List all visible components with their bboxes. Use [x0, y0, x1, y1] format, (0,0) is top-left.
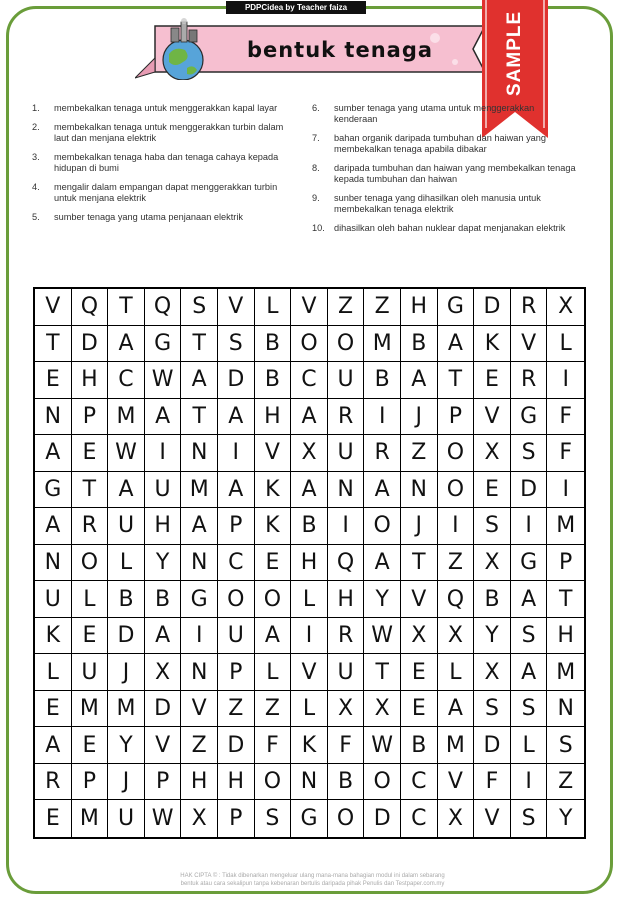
word-search-grid — [33, 287, 586, 839]
grid-cell[interactable]: I — [511, 764, 548, 801]
grid-cell[interactable]: U — [328, 362, 365, 399]
credit-label: PDPCidea by Teacher faiza — [226, 1, 366, 14]
grid-cell[interactable]: I — [145, 435, 182, 472]
grid-cell[interactable]: S — [255, 800, 292, 837]
grid-cell[interactable]: E — [255, 545, 292, 582]
grid-cell[interactable]: K — [255, 472, 292, 509]
grid-cell[interactable]: O — [364, 508, 401, 545]
grid-cell[interactable]: E — [401, 691, 438, 728]
clue-item — [312, 133, 580, 155]
grid-cell[interactable]: H — [328, 581, 365, 618]
clue-number: 6. — [312, 103, 320, 113]
grid-cell[interactable]: O — [328, 326, 365, 363]
grid-cell[interactable]: M — [181, 472, 218, 509]
grid-cell[interactable]: G — [438, 289, 475, 326]
grid-cell[interactable]: A — [255, 618, 292, 655]
clue-number: 5. — [32, 212, 40, 222]
grid-cell[interactable]: X — [401, 618, 438, 655]
grid-cell[interactable]: A — [145, 618, 182, 655]
grid-cell[interactable]: D — [218, 362, 255, 399]
grid-cell[interactable]: A — [364, 472, 401, 509]
grid-cell[interactable]: D — [72, 326, 109, 363]
clue-column-left — [32, 103, 300, 231]
grid-cell[interactable]: D — [474, 289, 511, 326]
grid-cell[interactable]: R — [72, 508, 109, 545]
grid-cell[interactable]: E — [474, 472, 511, 509]
grid-cell[interactable]: L — [547, 326, 584, 363]
grid-cell[interactable]: V — [181, 691, 218, 728]
grid-cell[interactable]: H — [255, 399, 292, 436]
grid-cell[interactable]: N — [181, 435, 218, 472]
clue-number: 9. — [312, 193, 320, 203]
grid-cell[interactable]: O — [438, 435, 475, 472]
grid-cell[interactable]: Z — [401, 435, 438, 472]
grid-cell[interactable]: X — [474, 545, 511, 582]
grid-cell[interactable]: A — [145, 399, 182, 436]
grid-cell[interactable]: V — [474, 399, 511, 436]
grid-cell[interactable]: A — [401, 362, 438, 399]
grid-cell[interactable]: O — [364, 764, 401, 801]
grid-cell[interactable]: C — [108, 362, 145, 399]
clue-item — [32, 122, 300, 144]
grid-cell[interactable]: S — [474, 691, 511, 728]
grid-cell[interactable]: M — [438, 727, 475, 764]
grid-cell[interactable]: D — [474, 727, 511, 764]
grid-cell[interactable]: S — [511, 800, 548, 837]
grid-cell[interactable]: A — [108, 472, 145, 509]
grid-cell[interactable]: F — [328, 727, 365, 764]
grid-cell[interactable]: Z — [218, 691, 255, 728]
grid-cell[interactable]: V — [255, 435, 292, 472]
clue-item — [32, 103, 300, 114]
clue-number: 4. — [32, 182, 40, 192]
grid-cell[interactable]: I — [438, 508, 475, 545]
grid-cell[interactable]: M — [108, 691, 145, 728]
grid-cell[interactable]: O — [255, 581, 292, 618]
grid-cell[interactable]: K — [35, 618, 72, 655]
clue-list — [32, 103, 592, 263]
grid-cell[interactable]: J — [108, 654, 145, 691]
grid-cell[interactable]: X — [438, 800, 475, 837]
grid-cell[interactable]: X — [364, 691, 401, 728]
grid-cell[interactable]: E — [35, 800, 72, 837]
grid-cell[interactable]: W — [108, 435, 145, 472]
grid-cell[interactable]: I — [328, 508, 365, 545]
grid-cell[interactable]: V — [291, 289, 328, 326]
grid-cell[interactable]: J — [401, 508, 438, 545]
grid-cell[interactable]: W — [364, 618, 401, 655]
grid-cell[interactable]: A — [438, 326, 475, 363]
grid-cell[interactable]: V — [291, 654, 328, 691]
grid-cell[interactable]: N — [328, 472, 365, 509]
grid-cell[interactable]: M — [547, 508, 584, 545]
grid-cell[interactable]: Y — [145, 545, 182, 582]
grid-cell[interactable]: H — [181, 764, 218, 801]
grid-cell[interactable]: R — [511, 362, 548, 399]
grid-cell[interactable]: B — [255, 326, 292, 363]
grid-cell[interactable]: N — [401, 472, 438, 509]
grid-cell[interactable]: U — [328, 654, 365, 691]
clue-text: membekalkan tenaga untuk menggerakkan kapal layar — [54, 103, 278, 113]
grid-cell[interactable]: V — [145, 727, 182, 764]
clue-item — [312, 223, 580, 234]
grid-cell[interactable]: R — [364, 435, 401, 472]
grid-cell[interactable]: I — [291, 618, 328, 655]
grid-cell[interactable]: G — [181, 581, 218, 618]
grid-cell[interactable]: H — [401, 289, 438, 326]
clue-number: 8. — [312, 163, 320, 173]
grid-cell[interactable]: B — [401, 326, 438, 363]
grid-cell[interactable]: T — [108, 289, 145, 326]
grid-cell[interactable]: N — [547, 691, 584, 728]
grid-cell[interactable]: X — [547, 289, 584, 326]
grid-cell[interactable]: T — [181, 326, 218, 363]
grid-cell[interactable]: X — [438, 618, 475, 655]
grid-cell[interactable]: I — [181, 618, 218, 655]
grid-cell[interactable]: A — [511, 654, 548, 691]
clue-item — [312, 163, 580, 185]
grid-cell[interactable]: X — [145, 654, 182, 691]
grid-cell[interactable]: I — [547, 362, 584, 399]
grid-cell[interactable]: W — [145, 800, 182, 837]
grid-cell[interactable]: O — [218, 581, 255, 618]
grid-cell[interactable]: Y — [108, 727, 145, 764]
grid-cell[interactable]: J — [401, 399, 438, 436]
clue-number: 7. — [312, 133, 320, 143]
grid-cell[interactable]: S — [547, 727, 584, 764]
grid-cell[interactable]: Q — [72, 289, 109, 326]
grid-cell[interactable]: E — [401, 654, 438, 691]
grid-cell[interactable]: U — [72, 654, 109, 691]
grid-cell[interactable]: A — [35, 435, 72, 472]
clue-text: dihasilkan oleh bahan nuklear dapat menjanakan elektrik — [334, 223, 566, 233]
grid-cell[interactable]: Z — [181, 727, 218, 764]
grid-cell[interactable]: P — [72, 399, 109, 436]
grid-cell[interactable]: P — [145, 764, 182, 801]
grid-cell[interactable]: D — [364, 800, 401, 837]
grid-cell[interactable]: B — [291, 508, 328, 545]
grid-cell[interactable]: L — [35, 654, 72, 691]
grid-cell[interactable]: H — [218, 764, 255, 801]
grid-cell[interactable]: N — [35, 399, 72, 436]
grid-cell[interactable]: Z — [364, 289, 401, 326]
grid-cell[interactable]: S — [474, 508, 511, 545]
grid-cell[interactable]: C — [218, 545, 255, 582]
grid-cell[interactable]: S — [511, 435, 548, 472]
grid-cell[interactable]: U — [145, 472, 182, 509]
grid-cell[interactable]: P — [438, 399, 475, 436]
grid-cell[interactable]: S — [511, 618, 548, 655]
grid-cell[interactable]: H — [547, 618, 584, 655]
grid-cell[interactable]: N — [181, 654, 218, 691]
grid-cell[interactable]: U — [218, 618, 255, 655]
grid-cell[interactable]: J — [108, 764, 145, 801]
clue-text: sumber tenaga yang utama untuk menggerakkan kenderaan — [334, 103, 535, 124]
grid-cell[interactable]: A — [218, 399, 255, 436]
grid-cell[interactable]: Y — [474, 618, 511, 655]
grid-cell[interactable]: V — [511, 326, 548, 363]
grid-cell[interactable]: C — [291, 362, 328, 399]
grid-cell[interactable]: T — [181, 399, 218, 436]
grid-cell[interactable]: B — [255, 362, 292, 399]
grid-cell[interactable]: L — [255, 654, 292, 691]
grid-cell[interactable]: A — [181, 362, 218, 399]
clue-text: sumber tenaga yang utama penjanaan elektrik — [54, 212, 243, 222]
grid-cell[interactable]: K — [291, 727, 328, 764]
grid-cell[interactable]: M — [547, 654, 584, 691]
grid-cell[interactable]: E — [72, 618, 109, 655]
grid-cell[interactable]: B — [474, 581, 511, 618]
grid-cell[interactable]: E — [72, 727, 109, 764]
grid-cell[interactable]: B — [328, 764, 365, 801]
grid-cell[interactable]: T — [438, 362, 475, 399]
grid-cell[interactable]: T — [35, 326, 72, 363]
grid-cell[interactable]: R — [511, 289, 548, 326]
grid-cell[interactable]: T — [364, 654, 401, 691]
grid-cell[interactable]: U — [108, 800, 145, 837]
grid-cell[interactable]: K — [255, 508, 292, 545]
grid-cell[interactable]: M — [72, 691, 109, 728]
grid-cell[interactable]: V — [401, 581, 438, 618]
grid-cell[interactable]: A — [108, 326, 145, 363]
grid-cell[interactable]: E — [35, 691, 72, 728]
page-title: bentuk tenaga — [246, 38, 434, 62]
grid-cell[interactable]: M — [108, 399, 145, 436]
grid-cell[interactable]: D — [145, 691, 182, 728]
grid-cell[interactable]: Q — [328, 545, 365, 582]
grid-cell[interactable]: R — [328, 618, 365, 655]
clue-text: membekalkan tenaga haba dan tenaga cahaya kepada hidupan di bumi — [54, 152, 279, 173]
grid-cell[interactable]: L — [291, 691, 328, 728]
grid-cell[interactable]: P — [218, 800, 255, 837]
clue-number: 2. — [32, 122, 40, 132]
grid-cell[interactable]: E — [72, 435, 109, 472]
copyright-footer — [140, 872, 485, 888]
grid-cell[interactable]: G — [511, 399, 548, 436]
grid-cell[interactable]: I — [511, 508, 548, 545]
grid-cell[interactable]: A — [35, 727, 72, 764]
grid-cell[interactable]: N — [181, 545, 218, 582]
grid-cell[interactable]: F — [547, 399, 584, 436]
grid-cell[interactable]: D — [218, 727, 255, 764]
grid-cell[interactable]: Z — [328, 289, 365, 326]
grid-cell[interactable]: S — [511, 691, 548, 728]
grid-cell[interactable]: N — [291, 764, 328, 801]
grid-cell[interactable]: X — [181, 800, 218, 837]
grid-cell[interactable]: O — [255, 764, 292, 801]
grid-cell[interactable]: C — [401, 764, 438, 801]
clue-text: bahan organik daripada tumbuhan dan haiwan yang membekalkan tenaga apabila dibakar — [334, 133, 546, 154]
grid-cell[interactable]: B — [401, 727, 438, 764]
grid-cell[interactable]: G — [35, 472, 72, 509]
grid-cell[interactable]: A — [438, 691, 475, 728]
grid-cell[interactable]: L — [511, 727, 548, 764]
grid-cell[interactable]: T — [72, 472, 109, 509]
grid-cell[interactable]: O — [72, 545, 109, 582]
grid-cell[interactable]: H — [291, 545, 328, 582]
grid-cell[interactable]: Q — [145, 289, 182, 326]
grid-cell[interactable]: K — [474, 326, 511, 363]
clue-column-right — [312, 103, 580, 242]
grid-cell[interactable]: G — [145, 326, 182, 363]
grid-cell[interactable]: B — [145, 581, 182, 618]
clue-text: daripada tumbuhan dan haiwan yang membekalkan tenaga kepada tumbuhan dan haiwan — [334, 163, 576, 184]
grid-cell[interactable]: A — [181, 508, 218, 545]
clue-text: mengalir dalam empangan dapat menggerakkan turbin untuk menjana elektrik — [54, 182, 278, 203]
grid-cell[interactable]: G — [511, 545, 548, 582]
grid-cell[interactable]: V — [218, 289, 255, 326]
grid-cell[interactable]: I — [364, 399, 401, 436]
grid-cell[interactable]: Y — [558, 806, 573, 832]
grid-cell[interactable]: L — [108, 545, 145, 582]
grid-cell[interactable]: D — [108, 618, 145, 655]
grid-cell[interactable]: Z — [547, 764, 584, 801]
grid-cell[interactable]: Z — [255, 691, 292, 728]
grid-cell[interactable]: B — [108, 581, 145, 618]
clue-item — [32, 182, 300, 204]
grid-cell[interactable]: F — [255, 727, 292, 764]
grid-cell[interactable]: O — [328, 800, 365, 837]
grid-cell[interactable]: P — [72, 764, 109, 801]
grid-cell[interactable]: R — [328, 399, 365, 436]
copyright-line-1: HAK CIPTA © : Tidak dibenarkan mengeluar ulang mana-mana bahagian modul ini dalam sebarang — [180, 873, 445, 879]
sample-watermark: SAMPLE — [504, 10, 525, 96]
clue-number: 10. — [312, 223, 325, 233]
grid-cell[interactable]: H — [145, 508, 182, 545]
grid-cell[interactable]: X — [474, 435, 511, 472]
grid-cell[interactable]: I — [218, 435, 255, 472]
grid-cell[interactable]: E — [474, 362, 511, 399]
grid-cell[interactable]: V — [438, 764, 475, 801]
grid-cell[interactable]: V — [474, 800, 511, 837]
grid-cell[interactable]: O — [438, 472, 475, 509]
grid-cell[interactable]: A — [291, 472, 328, 509]
grid-cell[interactable]: A — [35, 508, 72, 545]
clue-item — [312, 193, 580, 215]
clue-item — [32, 152, 300, 174]
clue-text: sunber tenaga yang dihasilkan oleh manusia untuk membekalkan tenaga elektrik — [334, 193, 541, 214]
grid-cell[interactable]: O — [291, 326, 328, 363]
grid-cell[interactable]: G — [291, 800, 328, 837]
grid-cell[interactable]: P — [218, 654, 255, 691]
clue-number: 3. — [32, 152, 40, 162]
grid-cell[interactable]: F — [474, 764, 511, 801]
clue-number: 1. — [32, 103, 40, 113]
grid-cell[interactable]: P — [218, 508, 255, 545]
clue-text: membekalkan tenaga untuk menggerakkan turbin dalam laut dan menjana elektrik — [54, 122, 284, 143]
grid-cell[interactable]: M — [72, 800, 109, 837]
grid-cell[interactable]: D — [511, 472, 548, 509]
grid-cell[interactable]: T — [547, 581, 584, 618]
grid-cell[interactable]: L — [291, 581, 328, 618]
grid-cell[interactable]: U — [35, 581, 72, 618]
grid-cell[interactable]: H — [72, 362, 109, 399]
grid-cell[interactable]: C — [401, 800, 438, 837]
grid-cell[interactable]: A — [291, 399, 328, 436]
grid-cell[interactable]: E — [35, 362, 72, 399]
grid-cell[interactable]: S — [218, 326, 255, 363]
clue-item — [32, 212, 300, 223]
grid-cell[interactable]: R — [35, 764, 72, 801]
grid-cell[interactable]: W — [145, 362, 182, 399]
grid-cell[interactable]: Y — [364, 581, 401, 618]
grid-cell[interactable]: X — [328, 691, 365, 728]
grid-cell[interactable]: W — [364, 727, 401, 764]
grid-cell[interactable]: Q — [438, 581, 475, 618]
grid-cell[interactable]: P — [547, 545, 584, 582]
grid-cell[interactable]: L — [255, 289, 292, 326]
grid-cell[interactable]: N — [35, 545, 72, 582]
grid-cell[interactable]: A — [364, 545, 401, 582]
grid-cell[interactable]: F — [547, 435, 584, 472]
grid-cell[interactable]: T — [401, 545, 438, 582]
grid-cell[interactable]: I — [547, 472, 584, 509]
grid-cell[interactable]: M — [364, 326, 401, 363]
grid-cell[interactable]: A — [218, 472, 255, 509]
grid-cell[interactable]: Z — [438, 545, 475, 582]
grid-cell[interactable]: S — [181, 289, 218, 326]
grid-cell[interactable]: U — [328, 435, 365, 472]
grid-cell[interactable]: B — [364, 362, 401, 399]
grid-cell[interactable]: X — [474, 654, 511, 691]
grid-cell[interactable]: V — [35, 289, 72, 326]
copyright-line-2: bentuk atau cara sekalipun tanpa kebenaran bertulis daripada pihak Penulis dan Testpaper.com.my — [180, 881, 445, 887]
grid-cell[interactable]: A — [511, 581, 548, 618]
grid-cell[interactable]: U — [108, 508, 145, 545]
grid-cell[interactable]: L — [72, 581, 109, 618]
grid-cell[interactable]: L — [438, 654, 475, 691]
clue-item — [312, 103, 580, 125]
grid-cell[interactable]: X — [291, 435, 328, 472]
